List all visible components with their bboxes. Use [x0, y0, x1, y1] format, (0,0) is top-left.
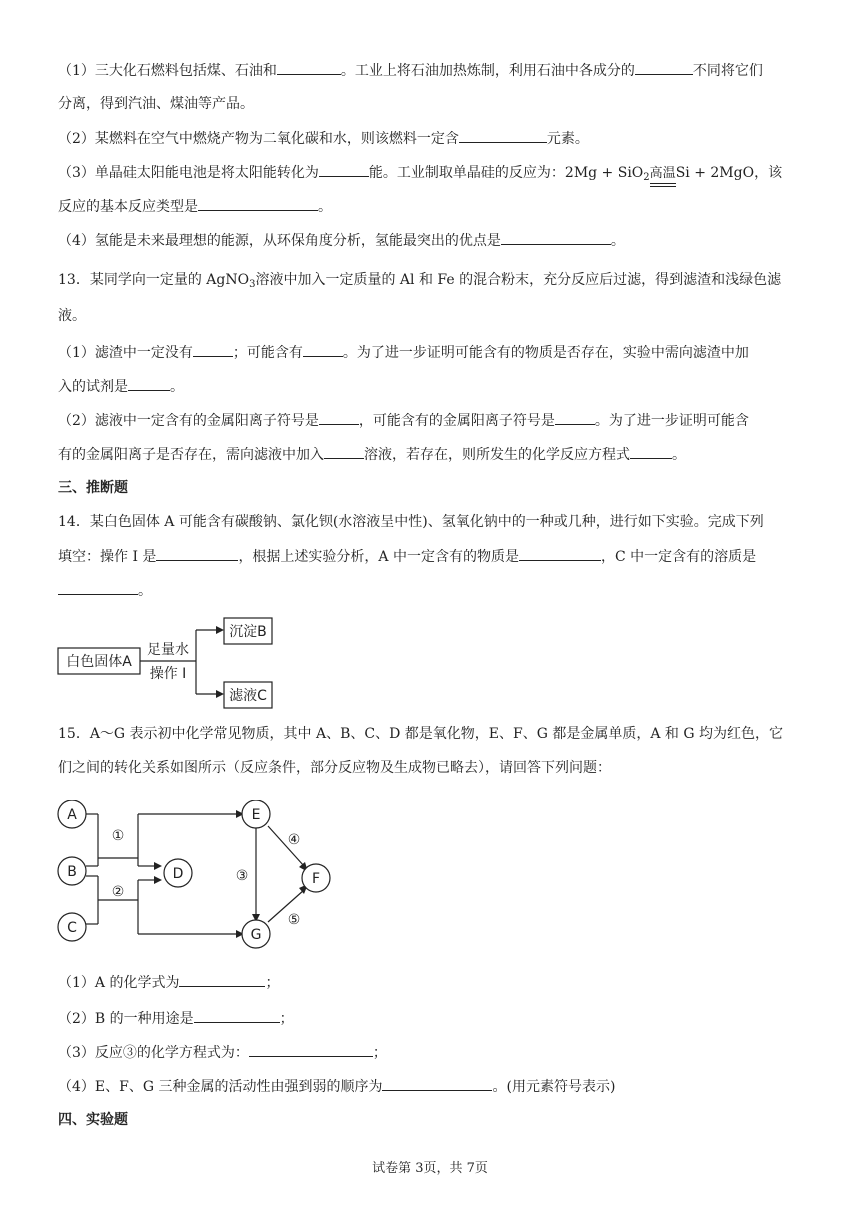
q15-stem-line1 — [58, 724, 783, 744]
operation-label: 操作 I — [149, 666, 187, 682]
q15-stem-line2 — [58, 758, 611, 778]
q12-p4-blank[interactable] — [501, 230, 611, 245]
q13-stem-c: 液。 — [58, 308, 86, 324]
reaction-label-2: ② — [111, 884, 125, 900]
arrow-to-d-2 — [154, 876, 162, 884]
q12-p1-text-b: 。工业上将石油加热炼制，利用石油中各成分的 — [340, 63, 635, 79]
reaction-label-4: ④ — [287, 832, 301, 848]
q13-p1-blank-1[interactable] — [193, 342, 233, 357]
q15-p3-text-b: ； — [372, 1045, 387, 1061]
q13-p1-text-c: 。为了进一步证明可能含有的物质是否存在，实验中需向滤渣中加 — [342, 345, 749, 361]
q14-stem-line3 — [58, 580, 152, 601]
q12-p2-blank[interactable] — [459, 128, 547, 143]
q15-p4-text-b: 。(用元素符号表示) — [492, 1079, 616, 1095]
arrow-head-b — [216, 626, 224, 634]
q12-p3-blank-1[interactable] — [319, 162, 369, 177]
q14-stem-c: ，根据上述实验分析，A 中一定含有的物质是 — [238, 549, 519, 565]
node-b-label: B — [67, 864, 77, 880]
q13-p2-text-a: （2）滤液中一定含有的金属阳离子符号是 — [58, 413, 319, 429]
reaction-label-5: ⑤ — [287, 912, 301, 928]
q13-p2-text-f: 。 — [672, 447, 686, 463]
q12-p3-text-a: （3）单晶硅太阳能电池是将太阳能转化为 — [58, 165, 319, 181]
q12-part4-line — [58, 230, 625, 251]
reagent-label-water: 足量水 — [147, 642, 189, 658]
q15-p2-blank[interactable] — [194, 1008, 280, 1023]
q15-p1-text-a: （1）A 的化学式为 — [58, 975, 180, 991]
q13-stem-b: 溶液中加入一定质量的 Al 和 Fe 的混合粉末，充分反应后过滤，得到滤渣和浅绿色滤 — [255, 272, 782, 288]
reaction-label-3: ③ — [235, 868, 249, 884]
q14-stem-line2 — [58, 546, 756, 567]
q15-p4-blank[interactable] — [382, 1076, 492, 1091]
q12-part3-line2 — [58, 196, 332, 217]
q15-p1-text-b: ； — [265, 975, 280, 991]
q13-p1-text-b: ；可能含有 — [232, 345, 303, 361]
q12-part3-line1 — [58, 162, 782, 188]
q15-p4-text-a: （4）E、F、G 三种金属的活动性由强到弱的顺序为 — [58, 1079, 383, 1095]
q13-stem-a: 13．某同学向一定量的 AgNO — [58, 272, 250, 288]
q12-p3-blank-2[interactable] — [198, 196, 318, 211]
q12-part1-line2 — [58, 94, 254, 114]
q12-p1-text-a: （1）三大化石燃料包括煤、石油和 — [58, 63, 277, 79]
q13-p2-text-d: 有的金属阳离子是否存在，需向滤液中加入 — [58, 447, 324, 463]
q13-p2-text-e: 溶液，若存在，则所发生的化学反应方程式 — [364, 447, 630, 463]
q13-part1-line1 — [58, 342, 749, 363]
q14-stem-d: ，C 中一定含有的溶质是 — [601, 549, 757, 565]
q15-part3-line — [58, 1042, 387, 1063]
q13-p2-text-b: ，可能含有的金属阳离子符号是 — [358, 413, 555, 429]
q14-stem-a: 14．某白色固体 A 可能含有碳酸钠、氯化钡(水溶液呈中性)、氢氧化钠中的一种或几种，进行如下实验。完成下列 — [58, 514, 764, 530]
q13-part2-line2 — [58, 444, 686, 465]
reaction-equals-bar — [650, 183, 676, 187]
q15-p2-text-b: ； — [279, 1011, 294, 1027]
q12-p2-text-a: （2）某燃料在空气中燃烧产物为二氧化碳和水，则该燃料一定含 — [58, 131, 459, 147]
q13-p2-blank-3[interactable] — [324, 444, 364, 459]
q15-stem-a: 15．A～G 表示初中化学常见物质，其中 A、B、C、D 都是氧化物，E、F、G 都是金属单质，A 和 G 均为红色，它 — [58, 726, 784, 742]
q14-blank-3[interactable] — [58, 580, 138, 595]
q14-stem-b: 填空：操作 I 是 — [58, 549, 157, 565]
node-f-label: F — [311, 871, 321, 887]
q13-p2-blank-4[interactable] — [630, 444, 672, 459]
q13-p1-blank-2[interactable] — [303, 342, 343, 357]
reaction-label-1: ① — [111, 828, 125, 844]
q15-p3-text-a: （3）反应③的化学方程式为： — [58, 1045, 249, 1061]
q14-stem-line1 — [58, 512, 764, 532]
q13-p1-text-a: （1）滤渣中一定没有 — [58, 345, 193, 361]
q15-stem-b: 们之间的转化关系如图所示（反应条件，部分反应物及生成物已略去），请回答下列问题： — [58, 760, 611, 776]
q15-p3-blank[interactable] — [249, 1042, 373, 1057]
node-c-label: C — [67, 920, 77, 936]
q13-part2-line1 — [58, 410, 749, 431]
q13-p1-text-d: 入的试剂是 — [58, 379, 128, 395]
q15-relation-diagram — [54, 800, 344, 950]
q13-p1-text-e: 。 — [170, 379, 184, 395]
q13-stem-line2 — [58, 306, 86, 326]
q12-p4-text-a: （4）氢能是未来最理想的能源，从环保角度分析，氢能最突出的优点是 — [58, 233, 501, 249]
q12-p3-text-e: 。 — [318, 199, 332, 215]
node-a-label: A — [67, 807, 77, 823]
q14-blank-2[interactable] — [519, 546, 601, 561]
q12-p1-blank-1[interactable] — [277, 60, 341, 75]
arrow-to-d-1 — [154, 862, 162, 870]
q14-stem-e: 。 — [138, 583, 152, 599]
q15-part4-line — [58, 1076, 615, 1097]
q13-p2-blank-2[interactable] — [555, 410, 595, 425]
q12-p4-text-b: 。 — [610, 233, 625, 249]
q15-p1-blank[interactable] — [179, 972, 265, 987]
q13-stem-subscript: 3 — [249, 279, 256, 290]
q12-p1-text-c: 不同将它们 — [692, 63, 763, 79]
q15-part1-line — [58, 972, 279, 993]
q13-p1-blank-3[interactable] — [128, 376, 170, 391]
q12-p1-blank-2[interactable] — [635, 60, 693, 75]
q15-part2-line — [58, 1008, 294, 1029]
q13-stem-line1 — [58, 270, 781, 295]
q12-p1-text-d: 分离，得到汽油、煤油等产品。 — [58, 96, 254, 112]
q12-p3-text-b: 能。工业制取单晶硅的反应为：2Mg + SiO — [368, 165, 644, 181]
reaction-condition — [650, 163, 676, 187]
q12-p3-text-d: 反应的基本反应类型是 — [58, 199, 198, 215]
box-white-solid-a-label: 白色固体A — [66, 654, 132, 670]
node-d-label: D — [172, 866, 184, 882]
page-footer: 试卷第 3页，共 7页 — [372, 1161, 488, 1176]
box-filtrate-c-label: 滤液C — [229, 688, 267, 704]
q12-p3-subscript: 2 — [643, 172, 650, 183]
q15-p2-text-a: （2）B 的一种用途是 — [58, 1011, 194, 1027]
arrow-head-c — [216, 690, 224, 698]
q12-part2-line — [58, 128, 589, 149]
section-heading-experiment: 四、实验题 — [58, 1112, 128, 1128]
node-e-label: E — [251, 807, 261, 823]
q14-blank-1[interactable] — [156, 546, 238, 561]
reaction-condition-label: 高温 — [649, 166, 676, 181]
q13-p2-text-c: 。为了进一步证明可能含 — [594, 413, 749, 429]
q13-part1-line2 — [58, 376, 184, 397]
q12-p3-text-c: Si + 2MgO，该 — [675, 165, 783, 181]
section-heading-inference: 三、推断题 — [58, 480, 128, 496]
q14-flow-diagram — [56, 616, 286, 712]
q12-p2-text-b: 元素。 — [546, 131, 589, 147]
box-precipitate-b-label: 沉淀B — [229, 624, 267, 640]
q13-p2-blank-1[interactable] — [319, 410, 359, 425]
node-g-label: G — [250, 927, 262, 943]
q12-part1-line1 — [58, 60, 763, 81]
